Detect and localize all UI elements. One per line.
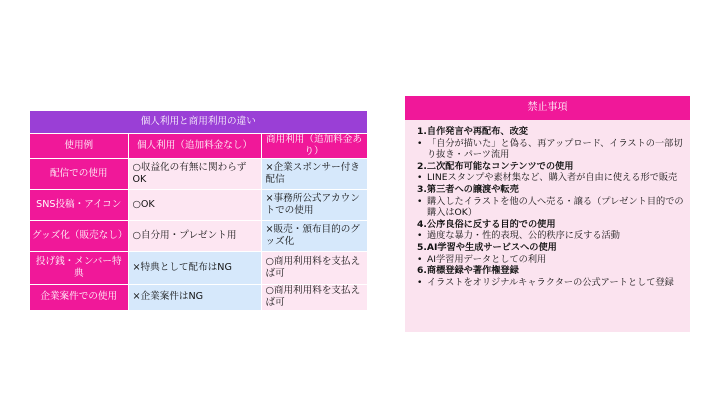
- rule-bullet-text: イラストをオリジナルキャラクターの公式アートとして登録: [427, 276, 674, 288]
- rule-item: [417, 184, 684, 219]
- personal-cell: ○収益化の有無に関わらずOK: [128, 158, 261, 189]
- rule-bullet-text: 「自分が描いた」と偽る、再アップロード、イラストの一部切り抜き・パーツ流用: [427, 137, 683, 161]
- rule-bullet: [417, 172, 684, 184]
- commercial-cell: ×販売・頒布目的のグッズ化: [261, 220, 367, 251]
- usage-comparison-table: [30, 111, 368, 311]
- table-row: [30, 158, 367, 189]
- rule-bullet-text: 過度な暴力・性的表現、公的秩序に反する活動: [427, 230, 620, 242]
- rule-bullet-text: 購入したイラストを他の人へ売る・譲る（プレゼント目的での購入はOK）: [427, 195, 684, 219]
- rule-heading: 4.公序良俗に反する目的での使用: [417, 218, 556, 230]
- rule-item: [417, 126, 684, 161]
- rule-heading: 1.自作発言や再配布、改変: [417, 126, 528, 137]
- commercial-cell: ○商用利用料を支払えば可: [261, 251, 367, 284]
- rule-bullet: [417, 138, 684, 161]
- personal-cell: ○OK: [128, 189, 261, 220]
- rule-bullet-text: LINEスタンプや素材集など、購入者が自由に使える形で販売: [427, 172, 678, 184]
- bullet-icon: •: [417, 195, 423, 207]
- prohibited-items-panel: [405, 96, 690, 332]
- bullet-icon: •: [417, 230, 423, 242]
- table-row: [30, 251, 367, 284]
- rule-bullet: [417, 277, 684, 289]
- column-header-usage: 使用例: [30, 133, 128, 158]
- bullet-icon: •: [417, 137, 423, 149]
- table-row: [30, 220, 367, 251]
- row-label: 企業案件での使用: [30, 284, 128, 310]
- commercial-cell: ○商用利用料を支払えば可: [261, 284, 367, 310]
- prohibited-items-title: 禁止事項: [405, 96, 690, 120]
- row-label: グッズ化（販売なし）: [30, 220, 128, 251]
- bullet-icon: •: [417, 276, 423, 288]
- table-row: [30, 284, 367, 310]
- bullet-icon: •: [417, 253, 423, 265]
- rule-heading: 6.商標登録や著作権登録: [417, 265, 519, 277]
- rule-bullet-text: AI学習用データとしての利用: [427, 253, 547, 265]
- personal-cell: ×特典として配布はNG: [128, 251, 261, 284]
- bullet-icon: •: [417, 172, 423, 184]
- row-label: 投げ銭・メンバー特典: [30, 251, 128, 284]
- rule-bullet: [417, 196, 684, 219]
- row-label: SNS投稿・アイコン: [30, 189, 128, 220]
- rule-heading: 3.第三者への譲渡や転売: [417, 183, 519, 195]
- commercial-cell: ×事務所公式アカウントでの使用: [261, 189, 367, 220]
- column-header-commercial: 商用利用（追加料金あり）: [261, 133, 367, 158]
- rule-item: [417, 219, 684, 242]
- rule-bullet: [417, 254, 684, 266]
- commercial-cell: ×企業スポンサー付き配信: [261, 158, 367, 189]
- rule-item: [417, 265, 684, 288]
- row-label: 配信での使用: [30, 158, 128, 189]
- rule-heading: 5.AI学習や生成サービスへの使用: [417, 241, 557, 253]
- table-title: 個人利用と商用利用の違い: [30, 111, 367, 133]
- rule-item: [417, 242, 684, 265]
- rule-bullet: [417, 230, 684, 242]
- personal-cell: ○自分用・プレゼント用: [128, 220, 261, 251]
- table-row: [30, 189, 367, 220]
- rule-item: [417, 161, 684, 184]
- rule-heading: 2.二次配布可能なコンテンツでの使用: [417, 160, 574, 172]
- prohibited-items-list: [405, 120, 690, 288]
- column-header-personal: 個人利用（追加料金なし）: [128, 133, 261, 158]
- personal-cell: ×企業案件はNG: [128, 284, 261, 310]
